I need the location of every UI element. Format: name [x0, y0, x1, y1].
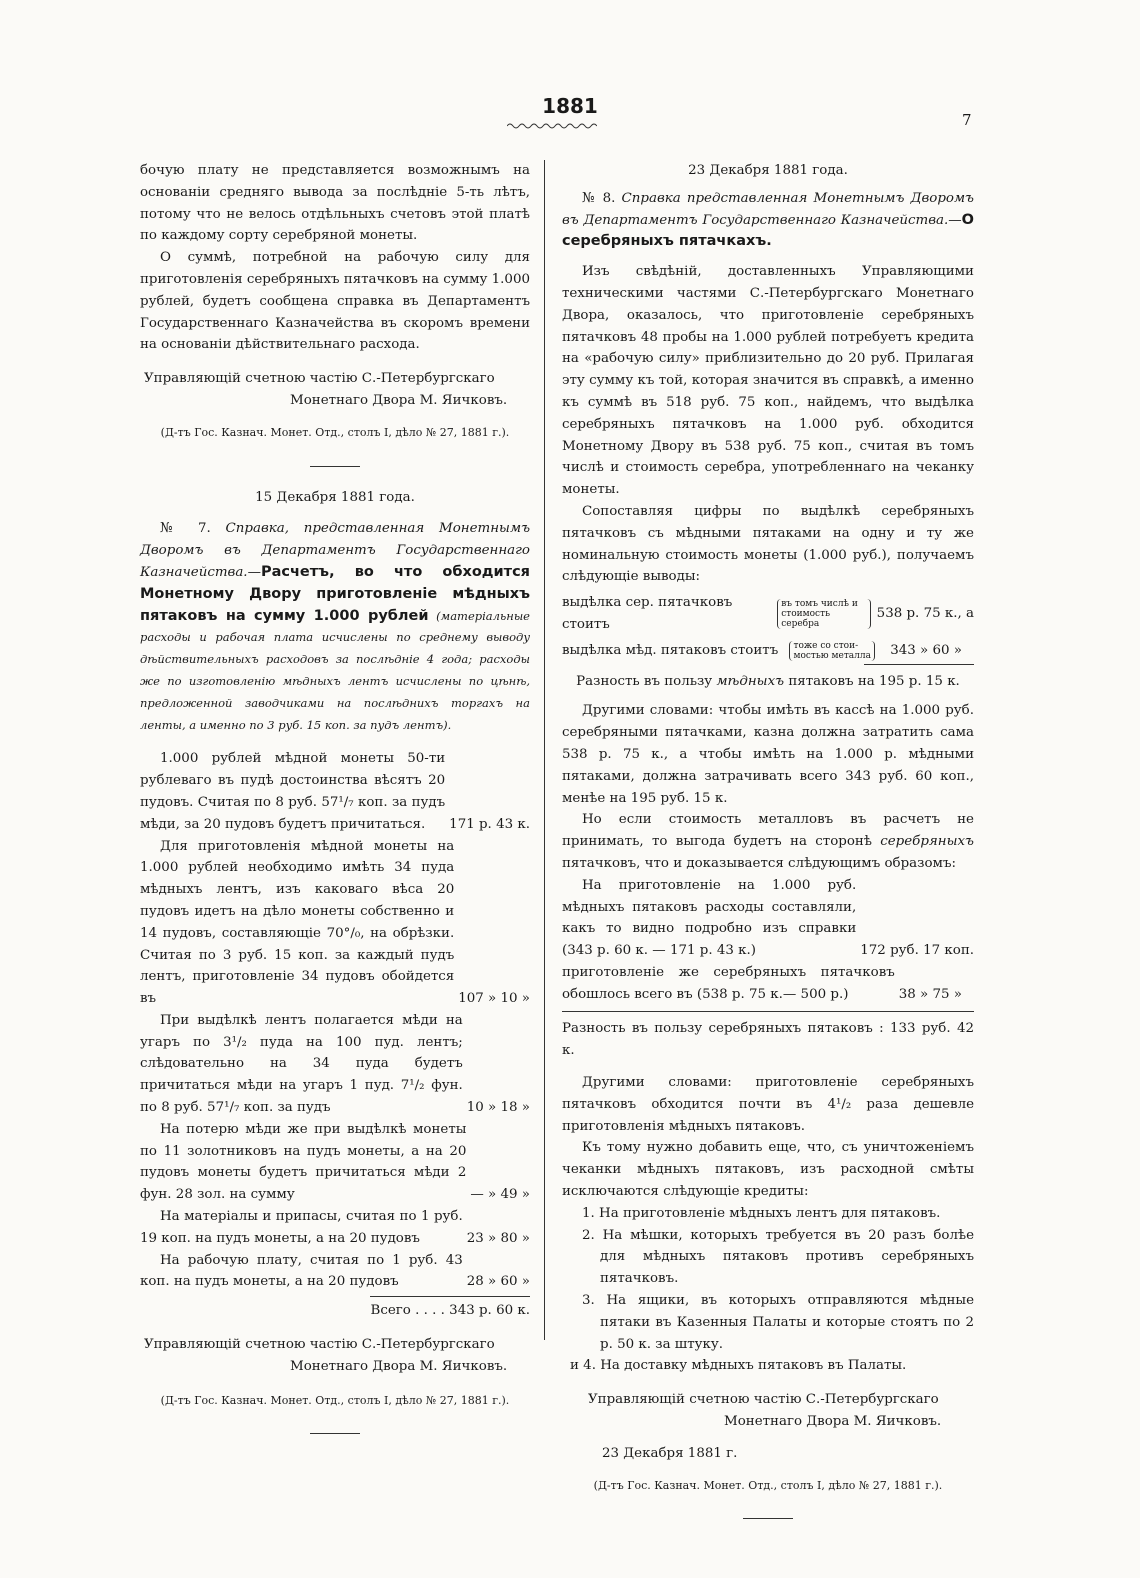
excluded-credits-list: [562, 1203, 974, 1377]
comparison-silver-note: [775, 599, 872, 629]
list-item: 2. На мѣшки, которыхъ требуется въ 20 разъ болѣе для мѣдныхъ пятаковъ противъ серебряныхъ пятачковъ.: [582, 1227, 974, 1287]
doc8-title: О серебряныхъ пятачкахъ.: [562, 211, 974, 250]
comparison-silver-note-1: въ томъ числѣ и: [781, 598, 858, 609]
calc-item-2-text: Для приготовленія мѣдной монеты на 1.000 рублей необходимо имѣть 34 пуда мѣдныхъ лентъ, изъ каковаго вѣса 20 пудовъ идетъ на дѣло монеты собственно и 14 пудовъ, составляющіе 70°/₀, на обрѣзки. Считая по 3 руб. 15 коп. за каждый пудъ лентъ, приготовленіе 34 пудовъ обойдется въ: [140, 838, 455, 1007]
difference-silver: Разность въ пользу серебряныхъ пятаковъ : 133 руб. 42 к.: [562, 1021, 974, 1059]
comparison-silver: [562, 592, 974, 636]
calc-item-4-text: На потерю мѣди же при выдѣлкѣ монеты по 11 золотниковъ на пудъ монеты, а на 20 пудовъ монеты будетъ причитаться мѣди 2 фун. 28 зол. на сумму: [140, 1121, 467, 1203]
right-paragraph-6: Къ тому нужно добавить еще, что, съ уничтоженіемъ чеканки мѣдныхъ пятаковъ, изъ расходной смѣты исключаются слѣдующіе кредиты:: [562, 1140, 974, 1200]
doc8-date: 23 Декабря 1881 года.: [688, 163, 848, 178]
archive-reference-3: (Д-тъ Гос. Казнач. Монет. Отд., столъ I, дѣло № 27, 1881 г.).: [593, 1478, 943, 1492]
doc8-heading: [562, 188, 974, 253]
doc7-number: № 7.: [160, 521, 211, 537]
right-paragraph-3: Другими словами: чтобы имѣть въ кассѣ на 1.000 руб. серебряными пятачками, казна должна затратить сама 538 р. 75 к., а чтобы имѣть на 1.000 р. мѣдными пятаками, должна затрачивать всего 343 руб. 60 коп., менѣе на 195 руб. 15 к.: [562, 703, 974, 806]
comparison-copper-amount: 343 » 60 »: [890, 642, 962, 658]
list-item: 3. На ящики, въ которыхъ отправляются мѣдные пятаки въ Казенныя Палаты и которые стоятъ по 2 р. 50 к. за штуку.: [582, 1293, 974, 1352]
doc7-heading: [140, 518, 530, 736]
comparison-copper: [562, 640, 974, 662]
calc-item-1-text: 1.000 рублей мѣдной монеты 50-ти рублеваго въ пудѣ достоинства вѣсятъ 20 пудовъ. Считая по 8 руб. 57¹/₇ коп. за пудъ мѣди, за 20 пудовъ будетъ причитаться.: [140, 751, 446, 832]
calc-item-1: [140, 748, 530, 835]
comparison-silver-note-2: стоимость серебра: [781, 608, 830, 629]
calc-copper-labour-amount: 172 руб. 17 коп.: [860, 943, 974, 959]
column-divider: [544, 160, 545, 1340]
archive-reference-2: (Д-тъ Гос. Казнач. Монет. Отд., столъ I, дѣло № 27, 1881 г.).: [160, 1393, 510, 1407]
calc-item-5: [140, 1206, 530, 1250]
calc-item-3: [140, 1010, 530, 1119]
calc-silver-labour-text: приготовленіе же серебряныхъ пятачковъ обошлось всего въ (538 р. 75 к.— 500 р.): [562, 964, 895, 1002]
calc-item-6-amount: 28 » 60 »: [466, 1274, 530, 1290]
calc-item-5-amount: 23 » 80 »: [466, 1230, 530, 1246]
comparison-copper-label: выдѣлка мѣд. пятаковъ стоитъ: [562, 642, 779, 658]
right-paragraph-2: Сопоставляя цифры по выдѣлкѣ серебряныхъ пятачковъ съ мѣдными пятаками на одну и ту же номинальную стоимость монеты (1.000 руб.), получаемъ слѣдующіе выводы:: [562, 503, 974, 585]
calc-item-4: [140, 1119, 530, 1206]
doc8-intro: Справка представленная Монетнымъ Дворомъ въ Департаментъ Государственнаго Казначейства.—: [562, 190, 974, 228]
calc-item-2: [140, 836, 530, 1010]
signature-2-line-1: Управляющій счетною частію С.-Петербургскаго: [144, 1337, 495, 1353]
page-year-header: 1881: [542, 94, 598, 118]
total-rule: [370, 1296, 530, 1297]
archive-reference-1: (Д-тъ Гос. Казнач. Монет. Отд., столъ I, дѣло № 27, 1881 г.).: [160, 425, 510, 439]
right-paragraph-4: [562, 809, 974, 874]
difference-copper-pre: Разность въ пользу: [576, 673, 717, 689]
comparison-copper-note-2: мостью металла: [793, 650, 871, 661]
signature-2-line-2: Монетнаго Двора М. Яичковъ.: [290, 1358, 508, 1374]
left-paragraph-1: бочую плату не представляется возможнымъ на основаніи средняго вывода за послѣдніе 5-ть лѣтъ, потому что не велось отдѣльныхъ счетовъ этой платѣ по каждому сорту серебряной монеты.: [140, 163, 530, 244]
comparison-silver-label: выдѣлка сер. пятачковъ стоитъ: [562, 595, 733, 632]
calc-silver-labour-amount: 38 » 75 »: [898, 986, 962, 1002]
doc8-number: № 8.: [582, 190, 616, 206]
calc-item-1-amount: 171 р. 43 к.: [449, 816, 530, 832]
calc-total-label: Всего . . . .: [370, 1303, 445, 1319]
right-paragraph-5: Другими словами: приготовленіе серебряныхъ пятачковъ обходится почти въ 4¹/₂ раза дешевле приготовленія мѣдныхъ пятаковъ.: [562, 1075, 974, 1134]
right-paragraph-4-em: серебряныхъ: [880, 834, 974, 850]
calc-item-3-amount: 10 » 18 »: [466, 1100, 530, 1116]
signature-1-line-2: Монетнаго Двора М. Яичковъ.: [290, 392, 508, 408]
calc-item-3-text: При выдѣлкѣ лентъ полагается мѣди на угаръ по 3¹/₂ пуда на 100 пуд. лентъ; слѣдовательно на 34 пуда будетъ причитаться мѣди на угаръ 1 пуд. 7¹/₂ фун. по 8 руб. 57¹/₇ коп. за пудъ: [140, 1012, 463, 1116]
calc-item-5-text: На матеріалы и припасы, считая по 1 руб. 19 коп. на пудъ монеты, а на 20 пудовъ: [140, 1209, 463, 1246]
list-item: 1. На приготовленіе мѣдныхъ лентъ для пятаковъ.: [582, 1205, 941, 1221]
page-number: 7: [962, 111, 972, 129]
calc-item-6: [140, 1250, 530, 1294]
signature-3-line-2: Монетнаго Двора М. Яичковъ.: [724, 1414, 942, 1430]
right-paragraph-1: Изъ свѣдѣній, доставленныхъ Управляющими техническими частями С.-Петербургскаго Монетнаго Двора, оказалось, что приготовленіе серебряныхъ пятачковъ 48 пробы на 1.000 рублей потребуетъ кредита на «рабочую силу» приблизительно до 20 руб. Прилагая эту сумму къ той, которая значится въ справкѣ, а именно къ суммѣ въ 518 руб. 75 коп., найдемъ, что выдѣлка серебряныхъ пятачковъ на 1.000 руб. обходится Монетному Двору въ 538 руб. 75 коп., считая въ томъ числѣ и стоимость серебра, употребленнаго на чеканку монеты.: [562, 264, 974, 498]
wavy-underline-ornament: [507, 122, 597, 130]
left-column: [140, 160, 530, 1434]
signature-3-date: 23 Декабря 1881 г.: [602, 1445, 738, 1461]
difference-copper-em: мѣдныхъ: [716, 673, 785, 689]
calc-item-2-amount: 107 » 10 »: [458, 991, 530, 1007]
signature-3-line-1: Управляющій счетною частію С.-Петербургскаго: [588, 1392, 939, 1408]
calc-item-4-amount: — » 49 »: [470, 1187, 530, 1203]
doc7-note: (матеріальные расходы и рабочая плата исчислены по среднему выводу дѣйствительныхъ расходовъ за послѣдніе 4 года; расходы же по изготовленію мѣдныхъ лентъ исчислены по цѣнѣ, предложенной заводчиками на послѣднихъ торгахъ на ленты, а именно по 3 руб. 15 коп. за пудъ лентъ).: [140, 608, 530, 732]
difference-copper-post: пятаковъ на 195 р. 15 к.: [784, 673, 960, 689]
comparison-copper-note-1: тоже со стои-: [793, 640, 859, 651]
calc-copper-labour-text: На приготовленіе на 1.000 руб. мѣдныхъ пятаковъ расходы составляли, какъ то видно подробно изъ справки (343 р. 60 к. — 171 р. 43 к.): [562, 877, 857, 959]
right-paragraph-4-post: пятачковъ, что и доказывается слѣдующимъ образомъ:: [562, 855, 956, 871]
right-column: [562, 160, 974, 1519]
section-rule-2: [310, 1433, 360, 1434]
calc-copper-labour: [562, 875, 974, 962]
right-paragraph-4-pre: Но если стоимость металловъ въ расчетъ не принимать, то выгода будетъ на сторонѣ: [562, 812, 974, 850]
calc-total-amount: 343 р. 60 к.: [449, 1303, 530, 1319]
section-rule-3: [743, 1518, 793, 1519]
signature-1-line-1: Управляющій счетною частію С.-Петербургскаго: [144, 371, 495, 387]
left-paragraph-2: О суммѣ, потребной на рабочую силу для приготовленія серебряныхъ пятачковъ на сумму 1.000 рублей, будетъ сообщена справка въ Департаментъ Государственнаго Казначейства въ скоромъ времени на основаніи дѣйствительнаго расхода.: [140, 250, 530, 353]
list-item: и 4. На доставку мѣдныхъ пятаковъ въ Палаты.: [570, 1358, 907, 1374]
calc-total: [140, 1300, 530, 1322]
calc-item-6-text: На рабочую плату, считая по 1 руб. 43 коп. на пудъ монеты, а на 20 пудовъ: [140, 1252, 463, 1290]
comparison-silver-amount: 538 р. 75 к., а: [876, 606, 974, 622]
doc7-title: Расчетъ, во что обходится Монетному Двору приготовленіе мѣдныхъ пятаковъ на сумму 1.000 рублей: [140, 563, 530, 624]
comparison-copper-note: [787, 641, 877, 661]
calc-silver-labour: [562, 962, 974, 1006]
doc7-date: 15 Декабря 1881 года.: [255, 489, 415, 505]
difference-copper: [562, 671, 974, 693]
doc7-intro: Справка, представленная Монетнымъ Дворомъ въ Департаментъ Государственнаго Казначейства.—: [140, 521, 530, 580]
